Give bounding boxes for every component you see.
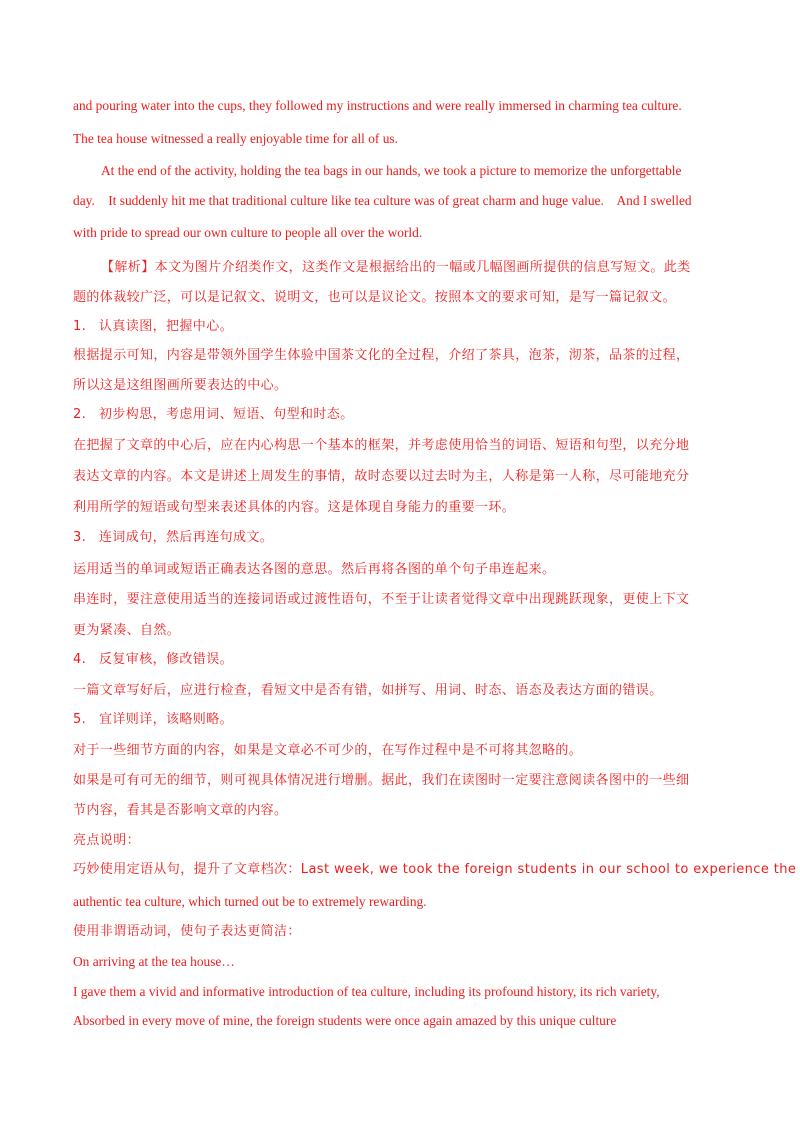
text-line: 一篇文章写好后，应进行检查，看短文中是否有错，如拼写、用词、时态、语态及表达方面的错误。	[73, 683, 663, 698]
text-line: 表达文章的内容。本文是讲述上周发生的事情，故时态要以过去时为主，人称是第一人称，尽可能地充分	[73, 469, 690, 484]
text-line: 对于一些细节方面的内容，如果是文章必不可少的，在写作过程中是不可将其忽略的。	[73, 743, 583, 758]
list-number: 2.	[73, 407, 87, 422]
analysis-heading-line: 【解析】本文为图片介绍类作文，这类作文是根据给出的一幅或几幅图画所提供的信息写短文。此类	[101, 260, 691, 275]
text-line: 所以这是这组图画所要表达的中心。	[73, 378, 288, 393]
text-line: 节内容，看其是否影响文章的内容。	[73, 803, 288, 818]
list-item-text: 宜详则详，该略则略。	[99, 712, 234, 727]
text-line: 题的体裁较广泛，可以是记叙文、说明文，也可以是议论文。按照本文的要求可知，是写一篇记叙文。	[73, 290, 677, 305]
list-item-text: 认真读图，把握中心。	[99, 319, 234, 334]
list-item-1	[73, 318, 233, 336]
text-line: On arriving at the tea house…	[73, 954, 235, 969]
text-line: 根据提示可知，内容是带领外国学生体验中国茶文化的全过程，介绍了茶具，泡茶，沏茶，品茶的过程，	[73, 348, 690, 363]
text-line: The tea house witnessed a really enjoyable time for all of us.	[73, 131, 398, 146]
text-line: 串连时，要注意使用适当的连接词语或过渡性语句，不至于让读者觉得文章中出现跳跃现象，更使上下文	[73, 592, 690, 607]
text-line: 巧妙使用定语从句，提升了文章档次：Last week, we took the foreign students in our school to experience the	[73, 862, 797, 877]
list-item-4	[73, 651, 233, 669]
text-line: 如果是可有可无的细节，则可视具体情况进行增删。据此，我们在读图时一定要注意阅读各图中的一些细	[73, 773, 690, 788]
text-line: 利用所学的短语或句型来表述具体的内容。这是体现自身能力的重要一环。	[73, 500, 516, 515]
list-item-2	[73, 406, 354, 424]
text-line: I gave them a vivid and informative introduction of tea culture, including its profound history, its rich variety,	[73, 984, 660, 999]
list-number: 4.	[73, 652, 87, 667]
highlights-heading: 亮点说明：	[73, 833, 141, 848]
text-line: Absorbed in every move of mine, the foreign students were once again amazed by this unique culture	[73, 1013, 617, 1028]
text-line: 使用非谓语动词，使句子表达更简洁：	[73, 924, 301, 939]
list-item-5	[73, 711, 233, 729]
text-line: 在把握了文章的中心后，应在内心构思一个基本的框架，并考虑使用恰当的词语、短语和句型，以充分地	[73, 438, 690, 453]
list-item-3	[73, 529, 273, 547]
text-line: and pouring water into the cups, they followed my instructions and were really immersed in charming tea culture.	[73, 98, 682, 113]
text-line: day. It suddenly hit me that traditional culture like tea culture was of great charm and huge value. And I swelled	[73, 193, 692, 208]
list-number: 5.	[73, 712, 87, 727]
paragraph-start: At the end of the activity, holding the tea bags in our hands, we took a picture to memorize the unforgettable	[101, 163, 682, 178]
text-line: with pride to spread our own culture to people all over the world.	[73, 225, 423, 240]
list-number: 3.	[73, 530, 87, 545]
list-item-text: 连词成句，然后再连句成文。	[99, 530, 274, 545]
list-item-text: 初步构思，考虑用词、短语、句型和时态。	[99, 407, 354, 422]
list-item-text: 反复审核，修改错误。	[99, 652, 234, 667]
text-line: 更为紧凑、自然。	[73, 623, 181, 638]
text-line: authentic tea culture, which turned out be to extremely rewarding.	[73, 894, 427, 909]
text-line: 运用适当的单词或短语正确表达各图的意思。然后再将各图的单个句子串连起来。	[73, 562, 556, 577]
list-number: 1.	[73, 319, 87, 334]
